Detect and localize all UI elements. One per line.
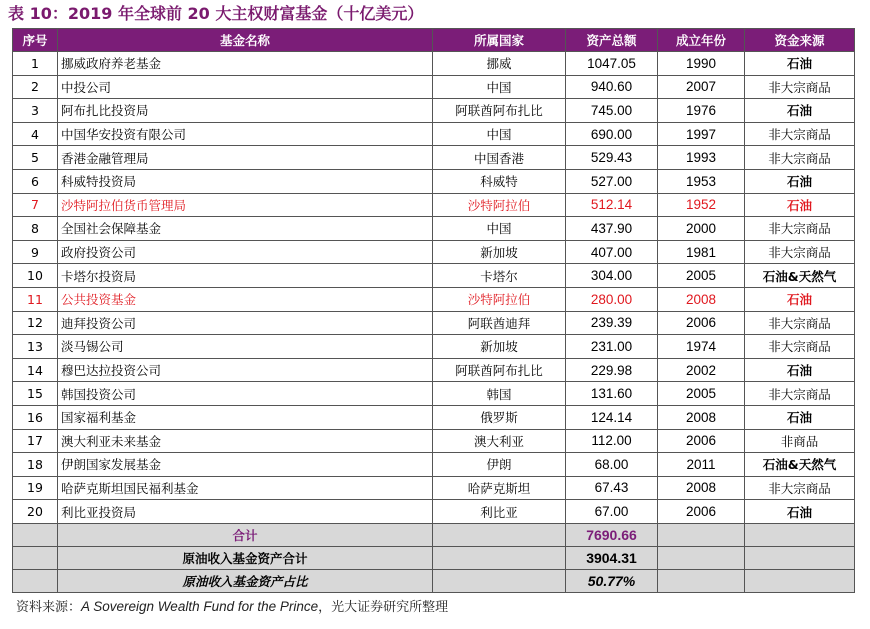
year-cell: 2008 bbox=[658, 287, 745, 311]
table-row bbox=[13, 75, 855, 99]
table-title: 表 10：2019 年全球前 20 大主权财富基金（十亿美元） bbox=[8, 4, 424, 23]
year-cell: 2006 bbox=[658, 500, 745, 524]
source-cell: 非大宗商品 bbox=[745, 240, 855, 264]
row-no-cell: 14 bbox=[13, 358, 58, 382]
assets-cell: 280.00 bbox=[566, 287, 658, 311]
source-cell: 石油 bbox=[745, 287, 855, 311]
country-cell: 中国 bbox=[433, 75, 566, 99]
row-no-cell: 19 bbox=[13, 476, 58, 500]
source-cell: 石油&天然气 bbox=[745, 453, 855, 477]
assets-cell: 239.39 bbox=[566, 311, 658, 335]
summary-empty-cell bbox=[658, 523, 745, 546]
source-cell: 石油 bbox=[745, 99, 855, 123]
row-no-cell: 13 bbox=[13, 335, 58, 359]
fund-name-cell: 中投公司 bbox=[58, 75, 433, 99]
assets-cell: 112.00 bbox=[566, 429, 658, 453]
country-cell: 利比亚 bbox=[433, 500, 566, 524]
source-cell: 石油 bbox=[745, 52, 855, 76]
table-row bbox=[13, 122, 855, 146]
table-row bbox=[13, 476, 855, 500]
fund-name-cell: 韩国投资公司 bbox=[58, 382, 433, 406]
source-cell: 非商品 bbox=[745, 429, 855, 453]
country-cell: 沙特阿拉伯 bbox=[433, 193, 566, 217]
country-cell: 哈萨克斯坦 bbox=[433, 476, 566, 500]
row-no-cell: 6 bbox=[13, 169, 58, 193]
summary-oil-label: 原油收入基金资产合计 bbox=[58, 546, 433, 569]
source-suffix: ，光大证券研究所整理 bbox=[318, 600, 449, 615]
table-row bbox=[13, 217, 855, 241]
year-cell: 2011 bbox=[658, 453, 745, 477]
fund-name-cell: 科威特投资局 bbox=[58, 169, 433, 193]
summary-empty-cell bbox=[13, 546, 58, 569]
year-cell: 2007 bbox=[658, 75, 745, 99]
table-row bbox=[13, 311, 855, 335]
country-cell: 沙特阿拉伯 bbox=[433, 287, 566, 311]
country-cell: 科威特 bbox=[433, 169, 566, 193]
row-no-cell: 17 bbox=[13, 429, 58, 453]
summary-empty-cell bbox=[13, 569, 58, 592]
header-country: 所属国家 bbox=[433, 29, 566, 52]
row-no-cell: 11 bbox=[13, 287, 58, 311]
year-cell: 1993 bbox=[658, 146, 745, 170]
summary-empty-cell bbox=[745, 523, 855, 546]
assets-cell: 304.00 bbox=[566, 264, 658, 288]
assets-cell: 407.00 bbox=[566, 240, 658, 264]
country-cell: 新加坡 bbox=[433, 335, 566, 359]
year-cell: 2005 bbox=[658, 382, 745, 406]
table-row bbox=[13, 382, 855, 406]
row-no-cell: 10 bbox=[13, 264, 58, 288]
summary-total-label: 合计 bbox=[58, 523, 433, 546]
country-cell: 俄罗斯 bbox=[433, 405, 566, 429]
fund-name-cell: 挪威政府养老基金 bbox=[58, 52, 433, 76]
fund-name-cell: 迪拜投资公司 bbox=[58, 311, 433, 335]
fund-name-cell: 哈萨克斯坦国民福利基金 bbox=[58, 476, 433, 500]
source-cell: 非大宗商品 bbox=[745, 217, 855, 241]
table-row bbox=[13, 358, 855, 382]
summary-empty-cell bbox=[433, 546, 566, 569]
row-no-cell: 16 bbox=[13, 405, 58, 429]
fund-name-cell: 全国社会保障基金 bbox=[58, 217, 433, 241]
table-row bbox=[13, 405, 855, 429]
assets-cell: 529.43 bbox=[566, 146, 658, 170]
fund-name-cell: 政府投资公司 bbox=[58, 240, 433, 264]
fund-name-cell: 香港金融管理局 bbox=[58, 146, 433, 170]
assets-cell: 527.00 bbox=[566, 169, 658, 193]
country-cell: 阿联酋阿布扎比 bbox=[433, 99, 566, 123]
summary-total-value: 7690.66 bbox=[566, 523, 658, 546]
table-row bbox=[13, 240, 855, 264]
source-cell: 非大宗商品 bbox=[745, 311, 855, 335]
header-year: 成立年份 bbox=[658, 29, 745, 52]
country-cell: 澳大利亚 bbox=[433, 429, 566, 453]
country-cell: 卡塔尔 bbox=[433, 264, 566, 288]
row-no-cell: 18 bbox=[13, 453, 58, 477]
table-row bbox=[13, 146, 855, 170]
table-body bbox=[13, 52, 855, 593]
source-cell: 非大宗商品 bbox=[745, 476, 855, 500]
country-cell: 中国 bbox=[433, 217, 566, 241]
country-cell: 新加坡 bbox=[433, 240, 566, 264]
row-no-cell: 12 bbox=[13, 311, 58, 335]
summary-row-oil bbox=[13, 546, 855, 569]
assets-cell: 940.60 bbox=[566, 75, 658, 99]
source-cell: 非大宗商品 bbox=[745, 122, 855, 146]
table-row bbox=[13, 429, 855, 453]
assets-cell: 67.43 bbox=[566, 476, 658, 500]
source-cell: 非大宗商品 bbox=[745, 382, 855, 406]
table-row bbox=[13, 287, 855, 311]
row-no-cell: 3 bbox=[13, 99, 58, 123]
assets-cell: 124.14 bbox=[566, 405, 658, 429]
source-cell: 石油 bbox=[745, 193, 855, 217]
source-prefix: 资料来源： bbox=[16, 600, 82, 615]
row-no-cell: 8 bbox=[13, 217, 58, 241]
summary-empty-cell bbox=[13, 523, 58, 546]
country-cell: 中国香港 bbox=[433, 146, 566, 170]
year-cell: 2008 bbox=[658, 476, 745, 500]
source-cell: 非大宗商品 bbox=[745, 335, 855, 359]
summary-empty-cell bbox=[658, 546, 745, 569]
year-cell: 2000 bbox=[658, 217, 745, 241]
country-cell: 阿联酋迪拜 bbox=[433, 311, 566, 335]
year-cell: 1953 bbox=[658, 169, 745, 193]
table-row bbox=[13, 335, 855, 359]
row-no-cell: 20 bbox=[13, 500, 58, 524]
row-no-cell: 5 bbox=[13, 146, 58, 170]
table-row bbox=[13, 169, 855, 193]
source-title: A Sovereign Wealth Fund for the Prince bbox=[81, 599, 319, 614]
assets-cell: 1047.05 bbox=[566, 52, 658, 76]
summary-ratio-label: 原油收入基金资产占比 bbox=[58, 569, 433, 592]
fund-name-cell: 公共投资基金 bbox=[58, 287, 433, 311]
year-cell: 1952 bbox=[658, 193, 745, 217]
source-cell: 非大宗商品 bbox=[745, 75, 855, 99]
header-assets: 资产总额 bbox=[566, 29, 658, 52]
table-row bbox=[13, 500, 855, 524]
summary-row-total bbox=[13, 523, 855, 546]
header-no: 序号 bbox=[13, 29, 58, 52]
fund-name-cell: 沙特阿拉伯货币管理局 bbox=[58, 193, 433, 217]
assets-cell: 229.98 bbox=[566, 358, 658, 382]
year-cell: 2006 bbox=[658, 429, 745, 453]
source-cell: 石油 bbox=[745, 358, 855, 382]
fund-name-cell: 中国华安投资有限公司 bbox=[58, 122, 433, 146]
assets-cell: 131.60 bbox=[566, 382, 658, 406]
row-no-cell: 1 bbox=[13, 52, 58, 76]
source-cell: 石油 bbox=[745, 500, 855, 524]
row-no-cell: 7 bbox=[13, 193, 58, 217]
fund-name-cell: 淡马锡公司 bbox=[58, 335, 433, 359]
source-cell: 非大宗商品 bbox=[745, 146, 855, 170]
fund-name-cell: 穆巴达拉投资公司 bbox=[58, 358, 433, 382]
table-row bbox=[13, 264, 855, 288]
year-cell: 1981 bbox=[658, 240, 745, 264]
summary-empty-cell bbox=[433, 569, 566, 592]
assets-cell: 68.00 bbox=[566, 453, 658, 477]
summary-row-ratio bbox=[13, 569, 855, 592]
assets-cell: 67.00 bbox=[566, 500, 658, 524]
assets-cell: 231.00 bbox=[566, 335, 658, 359]
assets-cell: 437.90 bbox=[566, 217, 658, 241]
assets-cell: 745.00 bbox=[566, 99, 658, 123]
fund-name-cell: 卡塔尔投资局 bbox=[58, 264, 433, 288]
country-cell: 挪威 bbox=[433, 52, 566, 76]
header-source: 资金来源 bbox=[745, 29, 855, 52]
row-no-cell: 15 bbox=[13, 382, 58, 406]
summary-empty-cell bbox=[658, 569, 745, 592]
fund-name-cell: 阿布扎比投资局 bbox=[58, 99, 433, 123]
summary-ratio-value: 50.77% bbox=[566, 569, 658, 592]
year-cell: 2005 bbox=[658, 264, 745, 288]
assets-cell: 512.14 bbox=[566, 193, 658, 217]
year-cell: 1974 bbox=[658, 335, 745, 359]
year-cell: 1997 bbox=[658, 122, 745, 146]
source-cell: 石油&天然气 bbox=[745, 264, 855, 288]
country-cell: 阿联酋阿布扎比 bbox=[433, 358, 566, 382]
summary-oil-value: 3904.31 bbox=[566, 546, 658, 569]
row-no-cell: 4 bbox=[13, 122, 58, 146]
summary-empty-cell bbox=[433, 523, 566, 546]
sovereign-fund-table bbox=[12, 28, 855, 593]
fund-name-cell: 国家福利基金 bbox=[58, 405, 433, 429]
year-cell: 2008 bbox=[658, 405, 745, 429]
summary-empty-cell bbox=[745, 546, 855, 569]
year-cell: 2002 bbox=[658, 358, 745, 382]
header-name: 基金名称 bbox=[58, 29, 433, 52]
table-row bbox=[13, 52, 855, 76]
summary-empty-cell bbox=[745, 569, 855, 592]
source-cell: 石油 bbox=[745, 405, 855, 429]
country-cell: 韩国 bbox=[433, 382, 566, 406]
table-row bbox=[13, 193, 855, 217]
source-note bbox=[16, 598, 448, 616]
table-row bbox=[13, 99, 855, 123]
row-no-cell: 2 bbox=[13, 75, 58, 99]
country-cell: 中国 bbox=[433, 122, 566, 146]
fund-name-cell: 利比亚投资局 bbox=[58, 500, 433, 524]
year-cell: 1990 bbox=[658, 52, 745, 76]
table-row bbox=[13, 453, 855, 477]
row-no-cell: 9 bbox=[13, 240, 58, 264]
fund-name-cell: 伊朗国家发展基金 bbox=[58, 453, 433, 477]
fund-name-cell: 澳大利亚未来基金 bbox=[58, 429, 433, 453]
year-cell: 1976 bbox=[658, 99, 745, 123]
country-cell: 伊朗 bbox=[433, 453, 566, 477]
source-cell: 石油 bbox=[745, 169, 855, 193]
assets-cell: 690.00 bbox=[566, 122, 658, 146]
table-header-row bbox=[13, 29, 855, 52]
year-cell: 2006 bbox=[658, 311, 745, 335]
